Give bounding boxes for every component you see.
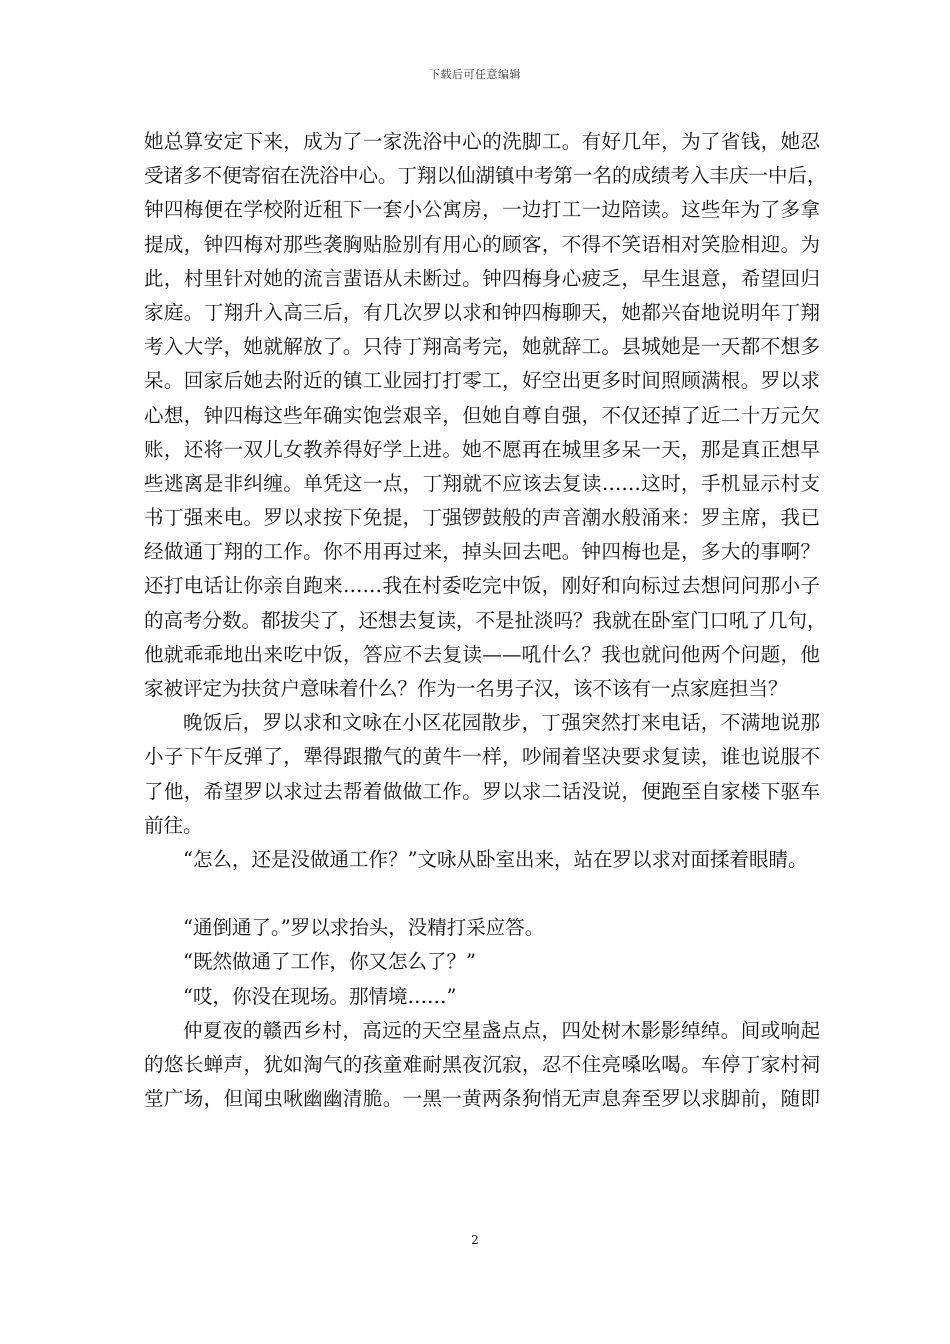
text-line: 还打电话让你亲自跑来……我在村委吃完中饭，刚好和向标过去想问问那小子: [144, 574, 820, 598]
text-line: 呆。回家后她去附近的镇工业园打打零工，好空出更多时间照顾满根。罗以求: [144, 369, 820, 393]
text-line: 前往。: [144, 813, 203, 837]
text-line: 账，还将一双儿女教养得好学上进。她不愿再在城里多呆一天，那是真正想早: [144, 437, 820, 461]
text-line: 仲夏夜的赣西乡村，高远的天空星盏点点，四处树木影影绰绰。间或响起: [183, 1018, 820, 1042]
text-line: “哎，你没在现场。那情境……”: [183, 984, 457, 1008]
text-line: 他就乖乖地出来吃中饭，答应不去复读——吼什么？我也就问他两个问题，他: [144, 642, 820, 666]
text-line: 考入大学，她就解放了。只待丁翔高考完，她就辞工。县城她是一天都不想多: [144, 335, 820, 359]
page-header: 下载后可任意编辑: [429, 68, 521, 81]
text-line: 家被评定为扶贫户意味着什么？作为一名男子汉，该不该有一点家庭担当？: [144, 677, 788, 700]
text-line: 家庭。丁翔升入高三后，有几次罗以求和钟四梅聊天，她都兴奋地说明年丁翔: [144, 300, 820, 324]
text-line: 受诸多不便寄宿在洗浴中心。丁翔以仙湖镇中考第一名的成绩考入丰庆一中后，: [144, 164, 827, 188]
text-line: 她总算安定下来，成为了一家洗浴中心的洗脚工。有好几年，为了省钱，她忍: [144, 130, 820, 153]
text-line: 了他，希望罗以求过去帮着做做工作。罗以求二话没说，便跑至自家楼下驱车: [144, 779, 820, 803]
body-text: [144, 125, 827, 1116]
text-line: “既然做通了工作，你又怎么了？”: [183, 950, 476, 974]
text-line: 心想，钟四梅这些年确实饱尝艰辛，但她自尊自强，不仅还掉了近二十万元欠: [144, 403, 820, 427]
text-line: 堂广场，但闻虫啾幽幽清脆。一黑一黄两条狗悄无声息奔至罗以求脚前，随即: [144, 1087, 820, 1111]
text-line: 经做通丁翔的工作。你不用再过来，掉头回去吧。钟四梅也是，多大的事啊？: [144, 540, 820, 564]
text-line: 晚饭后，罗以求和文咏在小区花园散步，丁强突然打来电话，不满地说那: [183, 711, 820, 735]
text-line: 的悠长蝉声，犹如淘气的孩童难耐黑夜沉寂，忍不住亮嗓吆喝。车停丁家村祠: [144, 1052, 820, 1076]
text-line: 此，村里针对她的流言蜚语从未断过。钟四梅身心疲乏，早生退意，希望回归: [144, 266, 820, 290]
text-line: “怎么，还是没做通工作？”文咏从卧室出来，站在罗以求对面揉着眼睛。: [183, 847, 808, 871]
paragraph-gap: [144, 877, 820, 911]
text-line: 书丁强来电。罗以求按下免提，丁强锣鼓般的声音潮水般涌来：罗主席，我已: [144, 506, 820, 530]
text-line: “通倒通了。”罗以求抬头，没精打采应答。: [183, 916, 545, 940]
text-line: 提成，钟四梅对那些袭胸贴脸别有用心的顾客，不得不笑语相对笑脸相迎。为: [144, 232, 820, 256]
text-line: 的高考分数。都拔尖了，还想去复读，不是扯淡吗？我就在卧室门口吼了几句，: [144, 608, 827, 632]
text-line: 些逃离是非纠缠。单凭这一点，丁翔就不应该去复读……这时，手机显示村支: [144, 471, 820, 495]
page-number: 2: [471, 1233, 479, 1247]
text-line: 小子下午反弹了，犟得跟撒气的黄牛一样，吵闹着坚决要求复读，谁也说服不: [144, 745, 820, 769]
text-line: 钟四梅便在学校附近租下一套小公寓房，一边打工一边陪读。这些年为了多拿: [144, 198, 820, 222]
